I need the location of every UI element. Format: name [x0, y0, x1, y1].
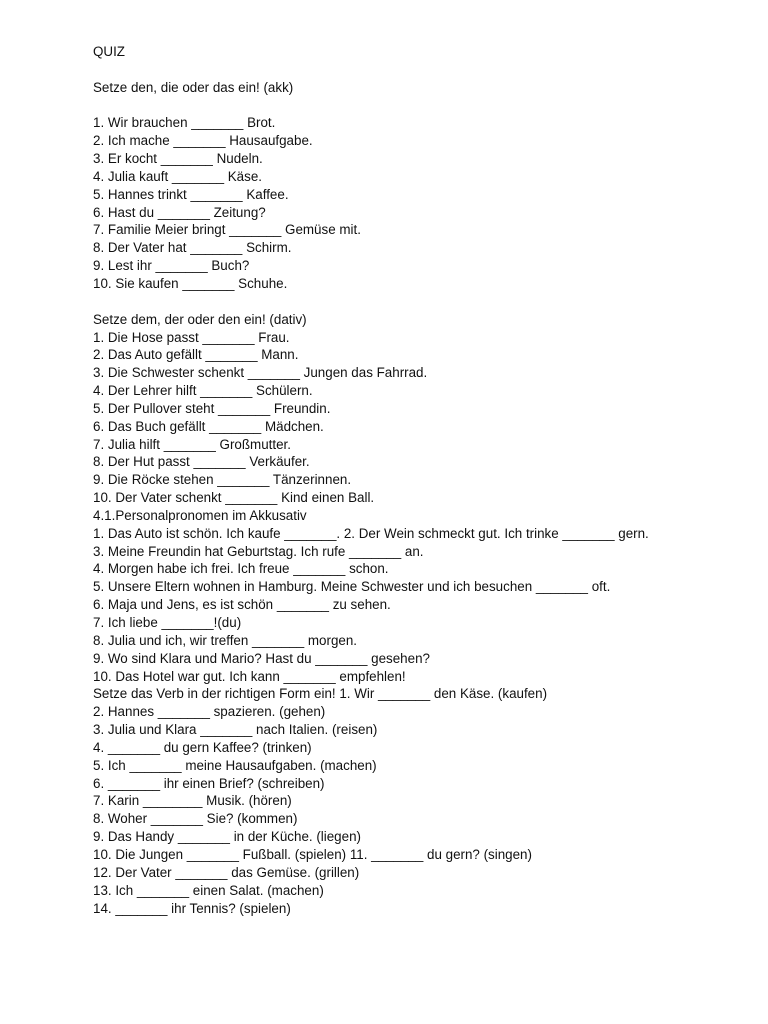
- exercise-line: 4. _______ du gern Kaffee? (trinken): [93, 739, 312, 755]
- exercise-line: 2. Das Auto gefällt _______ Mann.: [93, 347, 299, 363]
- exercise-line: 9. Lest ihr _______ Buch?: [93, 258, 250, 274]
- exercise-line: 8. Der Hut passt _______ Verkäufer.: [93, 454, 310, 470]
- quiz-content: [93, 43, 733, 917]
- exercise-line: 5. Hannes trinkt _______ Kaffee.: [93, 186, 289, 202]
- blank-line: [93, 61, 733, 79]
- exercise-line: 3. Julia und Klara _______ nach Italien. (reisen): [93, 722, 378, 738]
- exercise-line: 4. Morgen habe ich frei. Ich freue _______ schon.: [93, 561, 389, 577]
- exercise-line: 3. Die Schwester schenkt _______ Jungen das Fahrrad.: [93, 365, 428, 381]
- exercise-line: 10. Der Vater schenkt _______ Kind einen Ball.: [93, 490, 375, 506]
- exercise-line: 7. Ich liebe _______!(du): [93, 615, 242, 630]
- exercise-line: 2. Hannes _______ spazieren. (gehen): [93, 704, 326, 720]
- exercise-line: 10. Sie kaufen _______ Schuhe.: [93, 275, 288, 291]
- exercise-line: 9. Wo sind Klara und Mario? Hast du _______ gesehen?: [93, 650, 430, 666]
- exercise-line: 9. Das Handy _______ in der Küche. (liegen): [93, 829, 361, 845]
- exercise-line: 9. Die Röcke stehen _______ Tänzerinnen.: [93, 472, 352, 488]
- exercise-line-with-heading: Setze das Verb in der richtigen Form ein! 1. Wir _______ den Käse. (kaufen): [93, 686, 548, 702]
- exercise-line: 8. Der Vater hat _______ Schirm.: [93, 240, 292, 256]
- exercise-line: 7. Julia hilft _______ Großmutter.: [93, 436, 291, 452]
- exercise-line: 10. Die Jungen _______ Fußball. (spielen) 11. _______ du gern? (singen): [93, 846, 532, 862]
- exercise-line: 3. Er kocht _______ Nudeln.: [93, 151, 263, 167]
- exercise-line: 7. Karin ________ Musik. (hören): [93, 793, 292, 809]
- exercise-line: 8. Julia und ich, wir treffen _______ morgen.: [93, 632, 358, 648]
- exercise-line: 4. Julia kauft _______ Käse.: [93, 168, 262, 184]
- blank-line: [93, 97, 733, 115]
- exercise-line: 7. Familie Meier bringt _______ Gemüse mit.: [93, 222, 361, 238]
- exercise-line: 5. Ich _______ meine Hausaufgaben. (machen): [93, 757, 377, 773]
- exercise-line: 5. Unsere Eltern wohnen in Hamburg. Meine Schwester und ich besuchen _______ oft.: [93, 579, 611, 595]
- exercise-line: 2. Ich mache _______ Hausaufgabe.: [93, 133, 313, 149]
- exercise-line: 12. Der Vater _______ das Gemüse. (grillen): [93, 864, 360, 880]
- exercise-line: 6. _______ ihr einen Brief? (schreiben): [93, 775, 325, 791]
- section-heading-dativ: Setze dem, der oder den ein! (dativ): [93, 311, 307, 327]
- exercise-line: 8. Woher _______ Sie? (kommen): [93, 811, 298, 827]
- exercise-line: 13. Ich _______ einen Salat. (machen): [93, 882, 324, 898]
- exercise-line: 6. Das Buch gefällt _______ Mädchen.: [93, 418, 324, 434]
- exercise-line: 10. Das Hotel war gut. Ich kann _______ empfehlen!: [93, 668, 406, 684]
- exercise-line: 14. _______ ihr Tennis? (spielen): [93, 900, 291, 916]
- exercise-line: 6. Hast du _______ Zeitung?: [93, 204, 266, 220]
- exercise-line: 6. Maja und Jens, es ist schön _______ zu sehen.: [93, 597, 391, 613]
- blank-line: [93, 293, 733, 311]
- exercise-line: 1. Das Auto ist schön. Ich kaufe _______. 2. Der Wein schmeckt gut. Ich trinke _______ gern.: [93, 525, 649, 541]
- exercise-line: 5. Der Pullover steht _______ Freundin.: [93, 400, 331, 416]
- exercise-line: 1. Wir brauchen _______ Brot.: [93, 115, 276, 131]
- quiz-title: QUIZ: [93, 44, 125, 59]
- exercise-line: 1. Die Hose passt _______ Frau.: [93, 329, 290, 345]
- exercise-line: 3. Meine Freundin hat Geburtstag. Ich rufe _______ an.: [93, 543, 424, 559]
- section-heading-personalpronomen: 4.1.Personalpronomen im Akkusativ: [93, 507, 307, 523]
- section-heading-akkusativ: Setze den, die oder das ein! (akk): [93, 79, 294, 95]
- exercise-line: 4. Der Lehrer hilft _______ Schülern.: [93, 383, 313, 399]
